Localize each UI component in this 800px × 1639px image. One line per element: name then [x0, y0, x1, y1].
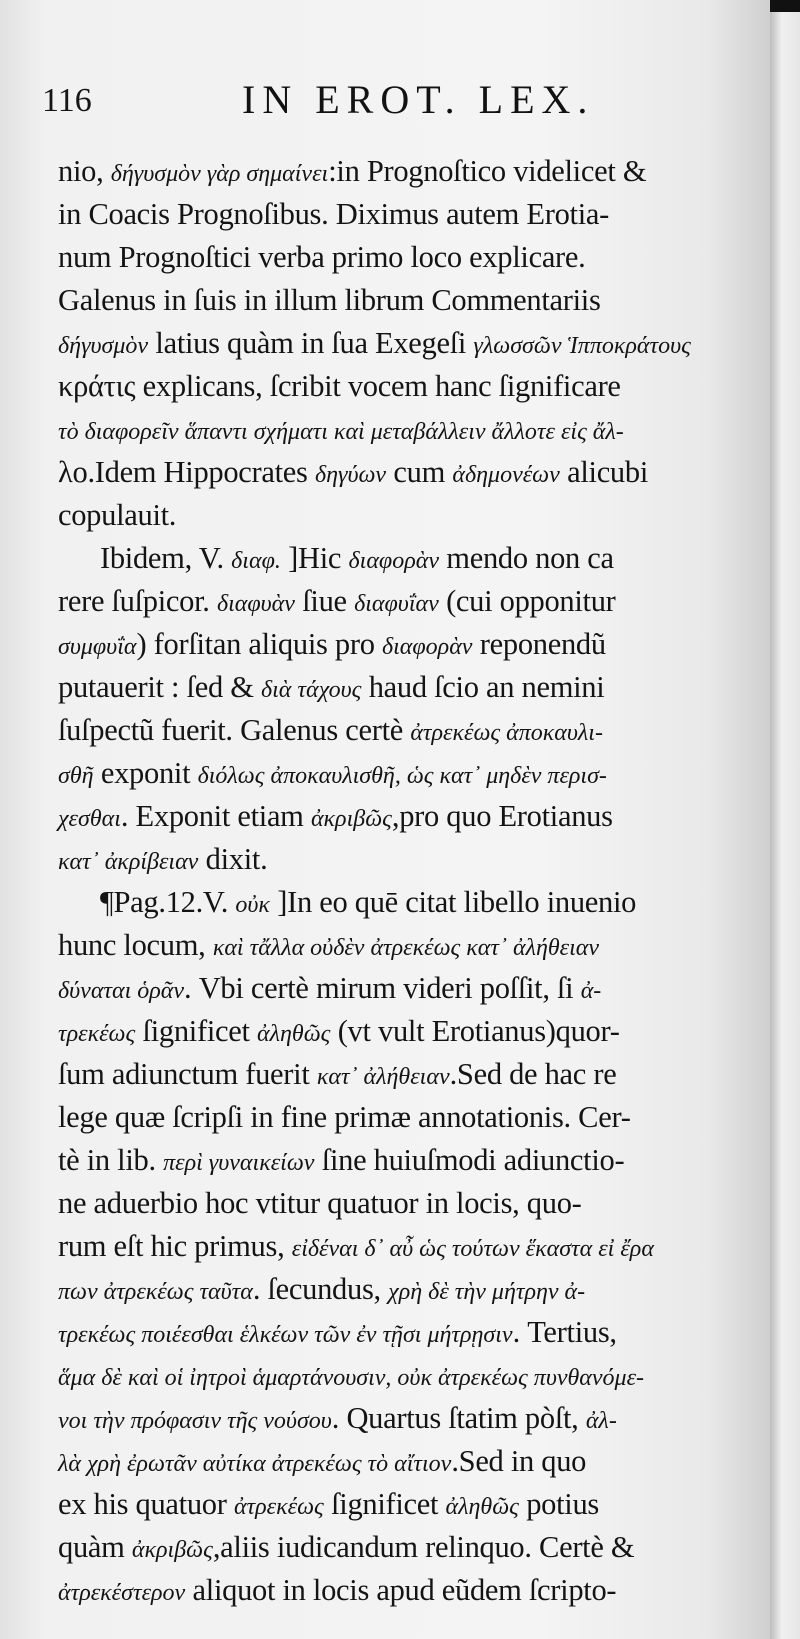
latin-text: . Exponit etiam — [120, 799, 311, 833]
latin-text: nio, — [58, 154, 111, 188]
greek-text: δύναται ὁρᾶν — [58, 978, 185, 1004]
latin-text: potius — [518, 1487, 599, 1521]
latin-text: ſiue — [294, 584, 355, 618]
text-line — [58, 924, 748, 967]
latin-text: . Vbi certè mirum videri poſſit, ſi — [184, 971, 581, 1005]
text-line — [58, 666, 748, 709]
latin-text: rum eſt hic primus, — [58, 1229, 292, 1263]
text-line — [58, 1225, 748, 1268]
latin-text: . Tertius, — [512, 1315, 617, 1349]
latin-text: ſum adiunctum fuerit — [58, 1057, 317, 1091]
text-line — [58, 365, 748, 408]
greek-text: δήγυσμὸν γὰρ σημαίνει — [110, 161, 329, 187]
greek-text: χρὴ δὲ τὴν μήτρην ἀ- — [388, 1279, 586, 1305]
greek-text: ἀ- — [580, 978, 602, 1004]
latin-text: num Prognoſtici verba primo loco explicare. — [58, 240, 586, 274]
text-line — [58, 322, 748, 365]
text-line — [58, 967, 748, 1010]
text-line — [58, 881, 748, 924]
latin-text: ſignificet — [323, 1487, 446, 1521]
greek-text: λὰ χρὴ ἐρωτᾶν αὐτίκα ἀτρεκέως τὸ αἴτιον — [58, 1451, 452, 1477]
latin-text: ,aliis iudicandum relinquo. Certè & — [212, 1530, 635, 1564]
text-line — [58, 838, 748, 881]
greek-text: εἰδέναι δ᾽ αὖ ὡς τούτων ἕκαστα εἰ ἔρα — [291, 1236, 654, 1262]
text-line — [58, 795, 748, 838]
latin-text: lege quæ ſcripſi in fine primæ annotationis. Cer- — [58, 1100, 631, 1134]
latin-text: putauerit : ſed & — [58, 670, 261, 704]
greek-text: ἀκριβῶς — [131, 1537, 213, 1563]
text-line — [58, 1354, 748, 1397]
text-line — [58, 1053, 748, 1096]
greek-text: δηγύων — [314, 462, 387, 488]
latin-text: quàm — [58, 1530, 132, 1564]
latin-text: ſuſpectũ fuerit. Galenus certè — [58, 713, 411, 747]
text-line — [58, 1526, 748, 1569]
latin-text: ]In eo quē citat libello inuenio — [269, 885, 637, 919]
greek-text: κατ᾽ ἀλήθειαν — [316, 1064, 450, 1090]
latin-text: ſine huiuſmodi adiunctio- — [314, 1143, 625, 1177]
greek-text: διαφυΐαν — [354, 591, 439, 617]
running-title: IN EROT. LEX. — [242, 77, 595, 122]
greek-text: τρεκέως — [58, 1021, 136, 1047]
greek-text: ἀλ- — [585, 1408, 617, 1434]
latin-text: :in Prognoſtico videlicet & — [328, 154, 647, 188]
latin-text: .Sed de hac re — [449, 1057, 617, 1091]
latin-text: .Sed in quo — [451, 1444, 587, 1478]
greek-text: ἀδημονέων — [452, 462, 560, 488]
greek-text: διαφορὰν — [381, 634, 473, 660]
latin-text: ſignificet — [135, 1014, 257, 1048]
greek-text: διαφορὰν — [348, 548, 439, 574]
latin-text: copulauit. — [58, 498, 177, 532]
latin-text: λο.Idem Hippocrates — [58, 455, 315, 489]
greek-text: κατ᾽ ἀκρίβειαν — [58, 849, 199, 875]
latin-text: Galenus in ſuis in illum librum Commentariis — [58, 283, 601, 317]
greek-text: σθῆ — [58, 763, 94, 789]
latin-text: in Coacis Prognoſibus. Diximus autem Erotia- — [58, 197, 609, 231]
greek-text: διόλως ἀποκαυλισθῆ, ὡς κατ᾽ μηδὲν περισ- — [197, 763, 607, 789]
greek-text: περὶ γυναικείων — [163, 1150, 315, 1176]
page-header — [42, 76, 742, 126]
latin-text: (vt vult Erotianus)quor- — [330, 1014, 620, 1048]
text-line — [58, 1182, 748, 1225]
greek-text: συμφυΐα — [58, 634, 137, 660]
greek-text: οὐκ — [235, 892, 270, 918]
latin-text: ]Hic — [280, 541, 349, 575]
text-line — [58, 1483, 748, 1526]
text-line — [58, 1311, 748, 1354]
latin-text: . ſecundus, — [252, 1272, 389, 1306]
latin-text: dixit. — [198, 842, 268, 876]
latin-text: ¶Pag.12.V. — [100, 885, 236, 919]
text-line — [58, 580, 748, 623]
latin-text: ex his quatuor — [58, 1487, 234, 1521]
greek-text: ἀτρεκέως — [233, 1494, 324, 1520]
latin-text: mendo non ca — [438, 541, 614, 575]
text-line — [58, 193, 748, 236]
text-line — [58, 1569, 748, 1612]
text-line — [58, 451, 748, 494]
text-line — [58, 1139, 748, 1182]
greek-text: διαφυὰν — [216, 591, 295, 617]
greek-text: καὶ τἄλλα οὐδὲν ἀτρεκέως κατ᾽ ἀλήθειαν — [212, 935, 600, 961]
latin-text: ) forſitan aliquis pro — [136, 627, 382, 661]
text-line — [58, 709, 748, 752]
latin-text: alicubi — [559, 455, 649, 489]
text-line — [58, 279, 748, 322]
latin-text: ne aduerbio hoc vtitur quatuor in locis, quo- — [58, 1186, 582, 1220]
greek-text: ἀκριβῶς — [310, 806, 392, 832]
latin-text: tè in lib. — [58, 1143, 164, 1177]
greek-text: διαφ. — [231, 548, 281, 574]
text-line — [58, 537, 748, 580]
greek-text: διὰ τάχους — [260, 677, 362, 703]
page-number: 116 — [42, 82, 92, 119]
latin-text: latius quàm in ſua Exegeſi — [148, 326, 474, 360]
latin-text: exponit — [93, 756, 198, 790]
text-line — [58, 1096, 748, 1139]
greek-text: τὸ διαφορεῖν ἅπαντι σχήματι καὶ μεταβάλλειν ἄλλοτε εἰς ἄλ- — [58, 419, 624, 445]
latin-text: κράτις explicans, ſcribit vocem hanc ſignificare — [58, 369, 621, 403]
greek-text: ἀτρεκέστερον — [58, 1580, 186, 1606]
greek-text: ἀτρεκέως ἀποκαυλι- — [410, 720, 603, 746]
latin-text: ,pro quo Erotianus — [391, 799, 613, 833]
text-line — [58, 1010, 748, 1053]
text-line — [58, 236, 748, 279]
greek-text: ἀληθῶς — [257, 1021, 331, 1047]
text-line — [58, 150, 748, 193]
greek-text: ἅμα δὲ καὶ οἱ ἰητροὶ ἁμαρτάνουσιν, οὐκ ἀτρεκέως πυνθανόμε- — [58, 1365, 645, 1391]
text-line — [58, 408, 748, 451]
latin-text: hunc locum, — [58, 928, 213, 962]
latin-text: haud ſcio an nemini — [361, 670, 605, 704]
text-line — [58, 752, 748, 795]
latin-text: cum — [386, 455, 453, 489]
latin-text: (cui opponitur — [438, 584, 616, 618]
latin-text: . Quartus ſtatim pòſt, — [331, 1401, 586, 1435]
greek-text: δήγυσμὸν — [58, 333, 149, 359]
latin-text: aliquot in locis apud eũdem ſcripto- — [185, 1573, 617, 1607]
greek-text: γλωσσῶν Ἱπποκράτους — [473, 333, 691, 359]
latin-text: Ibidem, V. — [100, 541, 232, 575]
body-text — [58, 150, 748, 1612]
latin-text: rere ſuſpicor. — [58, 584, 217, 618]
book-gutter — [770, 0, 800, 1639]
greek-text: χεσθαι — [58, 806, 121, 832]
greek-text: ἀληθῶς — [445, 1494, 519, 1520]
text-line — [58, 1440, 748, 1483]
greek-text: νοι τὴν πρόφασιν τῆς νούσου — [58, 1408, 332, 1434]
text-line — [58, 494, 748, 537]
greek-text: τρεκέως ποιέεσθαι ἑλκέων τῶν ἐν τῇσι μήτρῃσιν — [58, 1322, 513, 1348]
text-line — [58, 1268, 748, 1311]
text-line — [58, 1397, 748, 1440]
latin-text: reponendũ — [472, 627, 606, 661]
text-line — [58, 623, 748, 666]
greek-text: πων ἀτρεκέως ταῦτα — [58, 1279, 253, 1305]
binding-edge — [770, 0, 800, 12]
